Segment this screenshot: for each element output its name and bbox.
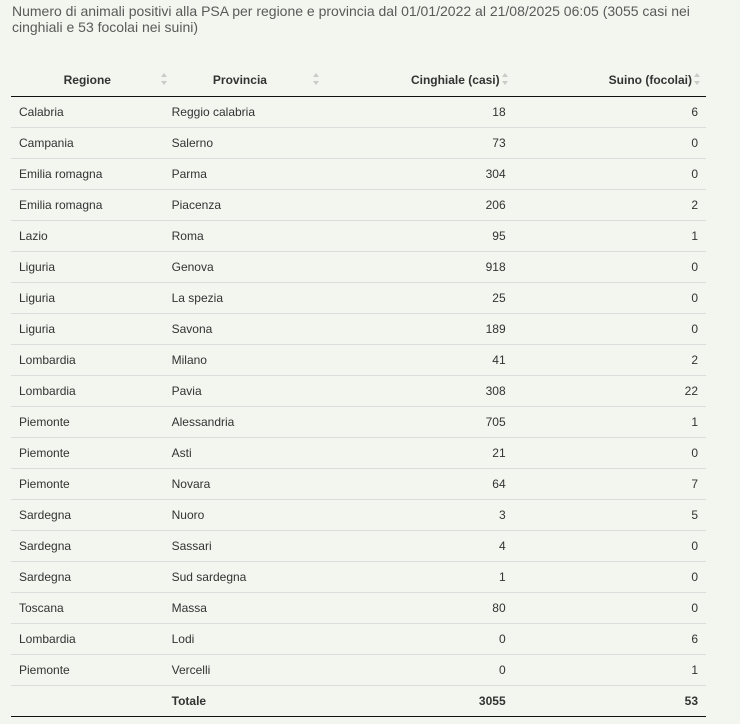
cell-suino: 6 bbox=[691, 105, 698, 119]
table-row bbox=[11, 407, 706, 438]
cell-cinghiale: 308 bbox=[316, 376, 513, 407]
cell-suino: 0 bbox=[514, 531, 706, 562]
cell-regione: Emilia romagna bbox=[11, 159, 164, 190]
total-label: Totale bbox=[164, 686, 317, 717]
sort-icon bbox=[694, 73, 700, 85]
table-header-row bbox=[11, 64, 706, 97]
table-row bbox=[11, 624, 706, 655]
cell-provincia: Novara bbox=[164, 469, 317, 500]
header-cinghiale-label: Cinghiale (casi) bbox=[410, 73, 500, 87]
cell-regione: Lombardia bbox=[11, 345, 164, 376]
cell-cinghiale: 41 bbox=[316, 345, 513, 376]
cell-regione: Emilia romagna bbox=[11, 190, 164, 221]
header-regione-label: Regione bbox=[63, 73, 111, 87]
table-row bbox=[11, 562, 706, 593]
cell-suino: 7 bbox=[514, 469, 706, 500]
cell-provincia: Nuoro bbox=[164, 500, 317, 531]
table-body bbox=[11, 97, 706, 686]
cell-suino: 0 bbox=[514, 562, 706, 593]
table-row bbox=[11, 252, 706, 283]
cell-regione: Calabria bbox=[19, 105, 64, 119]
cell-cinghiale: 705 bbox=[316, 407, 513, 438]
cell-regione: Liguria bbox=[11, 283, 164, 314]
cell-cinghiale: 3 bbox=[316, 500, 513, 531]
cell-regione: Sardegna bbox=[11, 531, 164, 562]
cell-provincia: La spezia bbox=[164, 283, 317, 314]
cell-suino: 1 bbox=[514, 655, 706, 686]
total-empty-cell bbox=[11, 686, 164, 717]
cell-cinghiale: 206 bbox=[316, 190, 513, 221]
table-row bbox=[11, 655, 706, 686]
cell-cinghiale: 189 bbox=[316, 314, 513, 345]
total-cinghiale: 3055 bbox=[316, 686, 513, 717]
table-row bbox=[11, 469, 706, 500]
table-caption: Numero di animali positivi alla PSA per regione e provincia dal 01/01/2022 al 21/08/2025 06:05 (3055 casi nei cinghiali e 53 focolai nei suini) bbox=[12, 3, 690, 35]
cell-cinghiale: 95 bbox=[316, 221, 513, 252]
table-row bbox=[11, 376, 706, 407]
cell-cinghiale: 0 bbox=[316, 655, 513, 686]
table-row bbox=[11, 531, 706, 562]
cell-provincia: Piacenza bbox=[164, 190, 317, 221]
table-row bbox=[11, 221, 706, 252]
cell-provincia: Alessandria bbox=[164, 407, 317, 438]
cell-cinghiale: 1 bbox=[316, 562, 513, 593]
cell-suino: 6 bbox=[514, 624, 706, 655]
cell-suino: 0 bbox=[514, 593, 706, 624]
cell-provincia: Reggio calabria bbox=[171, 105, 256, 119]
cell-regione: Sardegna bbox=[11, 562, 164, 593]
cell-regione: Liguria bbox=[11, 314, 164, 345]
total-suino: 53 bbox=[514, 686, 706, 717]
cell-cinghiale: 80 bbox=[316, 593, 513, 624]
cell-provincia: Sud sardegna bbox=[164, 562, 317, 593]
table-row bbox=[11, 314, 706, 345]
cell-suino: 0 bbox=[514, 128, 706, 159]
cell-cinghiale: 18 bbox=[492, 105, 506, 119]
cell-suino: 22 bbox=[514, 376, 706, 407]
table-row bbox=[11, 438, 706, 469]
cell-provincia: Sassari bbox=[164, 531, 317, 562]
cell-cinghiale: 0 bbox=[316, 624, 513, 655]
cell-provincia: Lodi bbox=[164, 624, 317, 655]
cell-regione: Liguria bbox=[11, 252, 164, 283]
cell-suino: 0 bbox=[514, 438, 706, 469]
cell-suino: 1 bbox=[514, 221, 706, 252]
cell-suino: 2 bbox=[514, 345, 706, 376]
cell-provincia: Salerno bbox=[164, 128, 317, 159]
header-suino-label: Suino (focolai) bbox=[608, 73, 692, 87]
table-row bbox=[11, 593, 706, 624]
total-row bbox=[11, 686, 706, 717]
cell-suino: 0 bbox=[514, 314, 706, 345]
psa-table bbox=[11, 64, 706, 717]
cell-suino: 1 bbox=[514, 407, 706, 438]
header-provincia[interactable] bbox=[164, 64, 317, 97]
header-suino[interactable] bbox=[514, 64, 706, 97]
table-row bbox=[11, 500, 706, 531]
cell-regione: Lombardia bbox=[11, 376, 164, 407]
cell-suino: 0 bbox=[514, 159, 706, 190]
cell-cinghiale: 21 bbox=[316, 438, 513, 469]
cell-provincia: Pavia bbox=[164, 376, 317, 407]
cell-cinghiale: 64 bbox=[316, 469, 513, 500]
table-row bbox=[11, 190, 706, 221]
cell-provincia: Roma bbox=[164, 221, 317, 252]
cell-cinghiale: 304 bbox=[316, 159, 513, 190]
cell-regione: Piemonte bbox=[11, 655, 164, 686]
header-regione[interactable] bbox=[11, 64, 164, 97]
cell-provincia: Asti bbox=[164, 438, 317, 469]
cell-suino: 0 bbox=[514, 283, 706, 314]
header-provincia-label: Provincia bbox=[212, 73, 267, 87]
table-row bbox=[11, 345, 706, 376]
cell-regione: Piemonte bbox=[11, 438, 164, 469]
cell-provincia: Massa bbox=[164, 593, 317, 624]
cell-regione: Toscana bbox=[11, 593, 164, 624]
cell-cinghiale: 4 bbox=[316, 531, 513, 562]
sort-icon bbox=[502, 73, 508, 85]
cell-regione: Piemonte bbox=[11, 469, 164, 500]
header-cinghiale[interactable] bbox=[316, 64, 513, 97]
table-row bbox=[11, 283, 706, 314]
cell-suino: 0 bbox=[514, 252, 706, 283]
table-row bbox=[11, 97, 706, 128]
cell-cinghiale: 25 bbox=[316, 283, 513, 314]
cell-regione: Piemonte bbox=[11, 407, 164, 438]
cell-provincia: Savona bbox=[164, 314, 317, 345]
cell-regione: Lazio bbox=[11, 221, 164, 252]
cell-regione: Lombardia bbox=[11, 624, 164, 655]
table-row bbox=[11, 128, 706, 159]
cell-regione: Campania bbox=[11, 128, 164, 159]
cell-suino: 2 bbox=[514, 190, 706, 221]
cell-provincia: Parma bbox=[164, 159, 317, 190]
cell-provincia: Genova bbox=[164, 252, 317, 283]
cell-cinghiale: 73 bbox=[316, 128, 513, 159]
cell-cinghiale: 918 bbox=[316, 252, 513, 283]
table-row bbox=[11, 159, 706, 190]
cell-provincia: Vercelli bbox=[164, 655, 317, 686]
cell-provincia: Milano bbox=[164, 345, 317, 376]
cell-regione: Sardegna bbox=[11, 500, 164, 531]
cell-suino: 5 bbox=[514, 500, 706, 531]
